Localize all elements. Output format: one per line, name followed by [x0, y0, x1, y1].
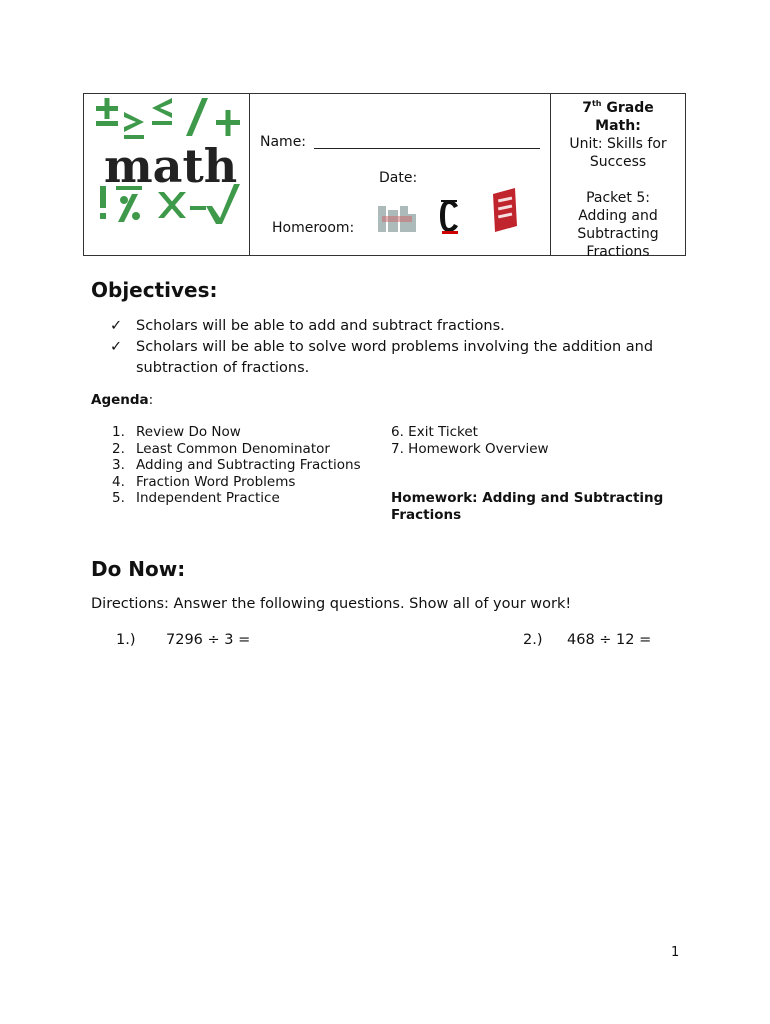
course-subject: Math:: [595, 118, 641, 134]
list-item: 1. Review Do Now: [112, 424, 241, 440]
list-item: 2. Least Common Denominator: [112, 440, 330, 457]
directions-text: Directions: Answer the following questions. Show all of your work!: [91, 596, 572, 612]
agenda-list-left: [112, 424, 361, 507]
page-number: 1: [671, 945, 680, 960]
list-item: 5. Independent Practice: [112, 490, 280, 506]
unit-line-2: Success: [589, 154, 647, 170]
name-label: Name:: [260, 134, 307, 150]
course-info-cell: [551, 94, 685, 260]
objective-item: ✓ Scholars will be able to solve word problems involving the addition and subtraction of fractions.: [110, 337, 690, 379]
math-logo: [92, 96, 242, 224]
problem-1: 1.) 7296 ÷ 3 =: [116, 632, 251, 648]
date-label: Date:: [379, 170, 418, 186]
problem-2: 2.) 468 ÷ 12 =: [523, 632, 652, 648]
homework-note: Homework: Adding and Subtracting Fractions: [391, 490, 664, 523]
homeroom-label: Homeroom:: [272, 220, 355, 236]
agenda-list-right: [391, 424, 549, 457]
packet-line-3: Subtracting: [577, 226, 659, 242]
course-grade: 7th Grade: [582, 99, 654, 116]
unit-line-1: Unit: Skills for: [569, 136, 667, 152]
objectives-list: [110, 316, 690, 379]
checkmark-icon: ✓: [110, 339, 123, 355]
objective-item: ✓ Scholars will be able to add and subtract fractions.: [110, 316, 690, 337]
packet-line-2: Adding and: [578, 208, 658, 224]
list-item: 3. Adding and Subtracting Fractions: [112, 457, 361, 473]
mascot-logo-1-icon: [374, 202, 418, 240]
packet-line-1: Packet 5:: [586, 190, 650, 206]
list-item: 4. Fraction Word Problems: [112, 473, 296, 490]
header-table: [83, 93, 686, 260]
logo-cell: [84, 94, 250, 255]
student-info-cell: [250, 94, 551, 255]
mascot-logo-2-icon: [489, 186, 519, 238]
list-item: 6. Exit Ticket: [391, 424, 478, 440]
packet-line-4: Fractions: [586, 244, 650, 260]
checkmark-icon: ✓: [110, 318, 123, 334]
agenda-label: Agenda:: [91, 392, 154, 408]
do-now-heading: Do Now:: [91, 557, 186, 581]
cincinnati-c-logo-icon: [438, 198, 462, 238]
list-item: 7. Homework Overview: [391, 440, 549, 457]
svg-text:math: math: [104, 139, 238, 193]
objectives-heading: Objectives:: [91, 278, 218, 302]
name-field-line[interactable]: [314, 148, 540, 149]
